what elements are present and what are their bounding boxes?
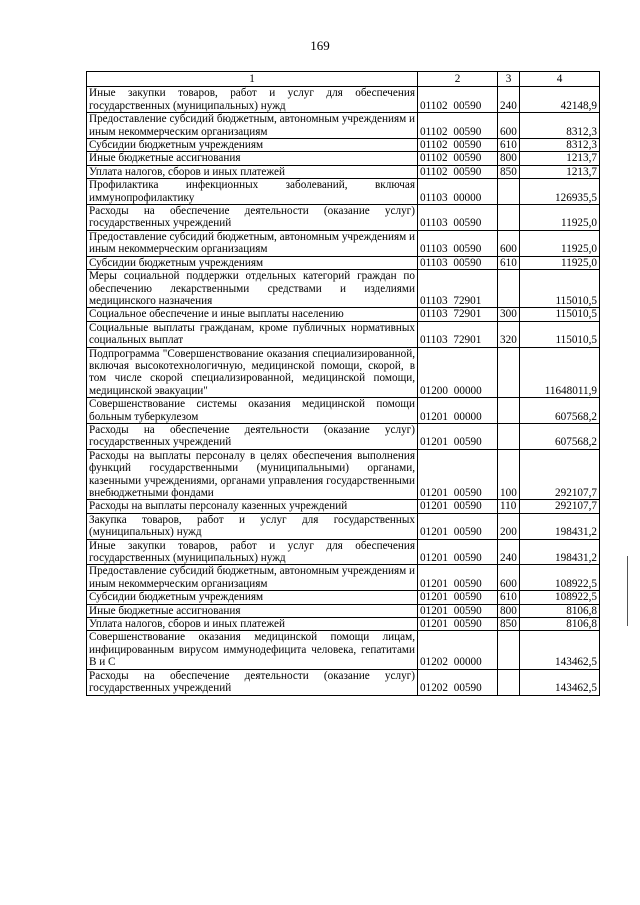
cell-name: Иные бюджетные ассигнования [87,152,418,165]
cell-target-code: 01102 00590 [418,139,498,152]
cell-expense-type: 610 [498,591,520,604]
cell-amount: 607568,2 [520,398,600,424]
cell-target-code: 01202 00000 [418,631,498,669]
cell-expense-type: 850 [498,165,520,178]
cell-name: Расходы на выплаты персоналу в целях обеспечения выполнения функций государственными (муниципальными) органами, казенными учреждениями, органами управления государственными внебюджетными фондами [87,449,418,500]
cell-amount: 108922,5 [520,591,600,604]
header-row [87,72,600,87]
table-row [87,139,600,152]
cell-target-code: 01103 72901 [418,308,498,321]
cell-name: Расходы на обеспечение деятельности (оказание услуг) государственных учреждений [87,669,418,695]
cell-expense-type: 600 [498,565,520,591]
cell-amount: 8312,3 [520,113,600,139]
table-row [87,449,600,500]
header-col-name: 1 [87,72,418,87]
cell-expense-type: 300 [498,308,520,321]
cell-expense-type: 200 [498,513,520,539]
table-row [87,87,600,113]
cell-expense-type: 600 [498,113,520,139]
cell-target-code: 01201 00590 [418,604,498,617]
cell-target-code: 01200 00000 [418,347,498,398]
table-row [87,513,600,539]
cell-amount: 11925,0 [520,230,600,256]
table-row [87,347,600,398]
cell-name: Субсидии бюджетным учреждениям [87,256,418,269]
cell-name: Совершенствование системы оказания медицинской помощи больным туберкулезом [87,398,418,424]
cell-name: Иные закупки товаров, работ и услуг для обеспечения государственных (муниципальных) нужд [87,87,418,113]
table-row [87,398,600,424]
cell-target-code: 01201 00000 [418,398,498,424]
page-number: 169 [310,38,330,53]
table-body [87,87,600,695]
cell-name: Расходы на выплаты персоналу казенных учреждений [87,500,418,513]
cell-expense-type: 800 [498,152,520,165]
cell-target-code: 01103 72901 [418,321,498,347]
table-row [87,308,600,321]
table-row [87,565,600,591]
cell-expense-type [498,179,520,205]
cell-amount: 108922,5 [520,565,600,591]
cell-name: Социальные выплаты гражданам, кроме публичных нормативных социальных выплат [87,321,418,347]
header-col-code: 2 [418,72,498,87]
cell-name: Расходы на обеспечение деятельности (оказание услуг) государственных учреждений [87,205,418,231]
cell-amount: 1213,7 [520,165,600,178]
cell-target-code: 01103 00590 [418,230,498,256]
cell-target-code: 01201 00590 [418,539,498,565]
table-row [87,256,600,269]
cell-expense-type: 610 [498,139,520,152]
table-header [87,72,600,87]
cell-amount: 115010,5 [520,270,600,308]
cell-name: Предоставление субсидий бюджетным, автономным учреждениям и иным некоммерческим организациям [87,565,418,591]
cell-expense-type: 600 [498,230,520,256]
cell-amount: 115010,5 [520,308,600,321]
cell-amount: 42148,9 [520,87,600,113]
cell-name: Уплата налогов, сборов и иных платежей [87,618,418,631]
cell-name: Иные закупки товаров, работ и услуг для обеспечения государственных (муниципальных) нужд [87,539,418,565]
cell-expense-type: 100 [498,449,520,500]
cell-name: Подпрограмма "Совершенствование оказания специализированной, включая высокотехнологичную, медицинской помощи, скорой, в том числе скорой специализированной, медицинской помощи, медицинской эвакуации" [87,347,418,398]
cell-target-code: 01102 00590 [418,87,498,113]
cell-name: Субсидии бюджетным учреждениям [87,591,418,604]
cell-target-code: 01201 00590 [418,449,498,500]
table-row [87,113,600,139]
cell-target-code: 01201 00590 [418,513,498,539]
cell-amount: 198431,2 [520,513,600,539]
cell-name: Закупка товаров, работ и услуг для государственных (муниципальных) нужд [87,513,418,539]
table-row [87,179,600,205]
cell-amount: 1213,7 [520,152,600,165]
cell-amount: 8106,8 [520,618,600,631]
table-row [87,230,600,256]
table-row [87,669,600,695]
cell-expense-type [498,423,520,449]
cell-target-code: 01202 00590 [418,669,498,695]
cell-name: Социальное обеспечение и иные выплаты населению [87,308,418,321]
cell-amount: 8312,3 [520,139,600,152]
cell-name: Уплата налогов, сборов и иных платежей [87,165,418,178]
table-row [87,321,600,347]
cell-expense-type: 800 [498,604,520,617]
cell-expense-type [498,631,520,669]
cell-amount: 143462,5 [520,631,600,669]
cell-amount: 126935,5 [520,179,600,205]
cell-expense-type: 240 [498,539,520,565]
cell-amount: 607568,2 [520,423,600,449]
cell-expense-type: 320 [498,321,520,347]
cell-target-code: 01103 00590 [418,256,498,269]
cell-target-code: 01201 00590 [418,565,498,591]
cell-amount: 115010,5 [520,321,600,347]
table-row [87,539,600,565]
table-row [87,591,600,604]
cell-target-code: 01201 00590 [418,618,498,631]
cell-name: Субсидии бюджетным учреждениям [87,139,418,152]
budget-table [86,71,600,696]
cell-name: Совершенствование оказания медицинской помощи лицам, инфицированным вирусом иммунодефицита человека, гепатитами В и С [87,631,418,669]
cell-target-code: 01103 72901 [418,270,498,308]
header-col-sum: 4 [520,72,600,87]
cell-amount: 292107,7 [520,500,600,513]
cell-expense-type: 110 [498,500,520,513]
cell-name: Профилактика инфекционных заболеваний, включая иммунопрофилактику [87,179,418,205]
cell-amount: 11648011,9 [520,347,600,398]
cell-amount: 292107,7 [520,449,600,500]
cell-target-code: 01102 00590 [418,165,498,178]
cell-target-code: 01201 00590 [418,500,498,513]
cell-expense-type [498,205,520,231]
cell-target-code: 01201 00590 [418,591,498,604]
table-row [87,618,600,631]
cell-name: Предоставление субсидий бюджетным, автономным учреждениям и иным некоммерческим организациям [87,113,418,139]
header-col-type: 3 [498,72,520,87]
cell-name: Иные бюджетные ассигнования [87,604,418,617]
cell-amount: 143462,5 [520,669,600,695]
cell-amount: 8106,8 [520,604,600,617]
cell-expense-type: 850 [498,618,520,631]
table-row [87,152,600,165]
table-row [87,604,600,617]
table-row [87,631,600,669]
table-row [87,205,600,231]
table-row [87,270,600,308]
cell-target-code: 01102 00590 [418,152,498,165]
table-row [87,500,600,513]
cell-amount: 198431,2 [520,539,600,565]
cell-expense-type [498,398,520,424]
cell-amount: 11925,0 [520,256,600,269]
table-row [87,165,600,178]
cell-expense-type: 240 [498,87,520,113]
cell-target-code: 01103 00590 [418,205,498,231]
cell-expense-type [498,669,520,695]
cell-expense-type: 610 [498,256,520,269]
cell-expense-type [498,347,520,398]
cell-expense-type [498,270,520,308]
scan-margin-mark [627,556,628,626]
cell-target-code: 01103 00000 [418,179,498,205]
cell-amount: 11925,0 [520,205,600,231]
table-row [87,423,600,449]
cell-name: Меры социальной поддержки отдельных категорий граждан по обеспечению лекарственными средствами и изделиями медицинского назначения [87,270,418,308]
cell-target-code: 01102 00590 [418,113,498,139]
cell-name: Предоставление субсидий бюджетным, автономным учреждениям и иным некоммерческим организациям [87,230,418,256]
cell-target-code: 01201 00590 [418,423,498,449]
cell-name: Расходы на обеспечение деятельности (оказание услуг) государственных учреждений [87,423,418,449]
